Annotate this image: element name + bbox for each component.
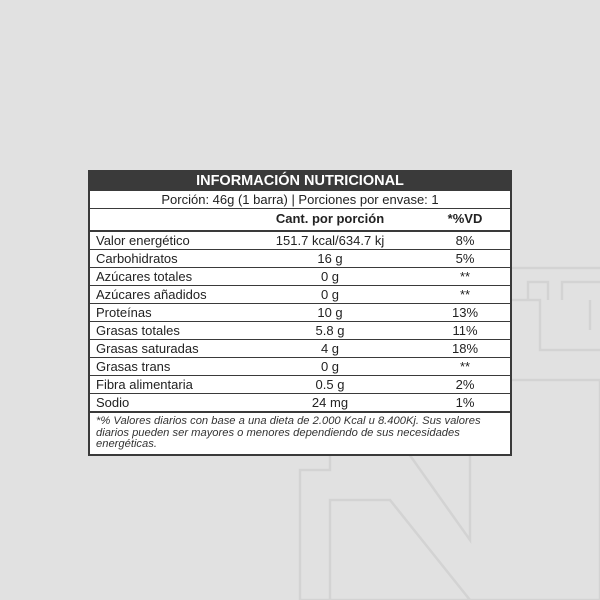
table-row	[90, 376, 510, 394]
nutrient-name: Grasas totales	[96, 323, 180, 338]
serving-info: Porción: 46g (1 barra) | Porciones por envase: 1	[90, 191, 510, 209]
table-header	[90, 209, 510, 232]
nutrient-name: Grasas trans	[96, 359, 171, 374]
nutrient-amount: 0.5 g	[315, 377, 345, 392]
nutrient-dv: 18%	[451, 341, 479, 356]
nutrient-amount: 4 g	[320, 341, 340, 356]
nutrient-amount: 24 mg	[311, 395, 349, 410]
table-row	[90, 322, 510, 340]
table-row	[90, 250, 510, 268]
nutrient-amount: 151.7 kcal/634.7 kj	[275, 233, 385, 248]
nutrient-dv: **	[459, 287, 471, 302]
nutrient-name: Valor energético	[96, 233, 190, 248]
table-row	[90, 268, 510, 286]
nutrient-dv: 5%	[455, 251, 475, 266]
nutrient-amount: 0 g	[320, 269, 340, 284]
nutrient-amount: 10 g	[317, 305, 343, 320]
nutrient-name: Carbohidratos	[96, 251, 178, 266]
nutrient-dv: **	[459, 359, 471, 374]
nutrient-name: Proteínas	[96, 305, 152, 320]
nutrient-dv: 11%	[452, 323, 478, 338]
table-row	[90, 286, 510, 304]
table-row	[90, 340, 510, 358]
nutrient-dv: 1%	[455, 395, 475, 410]
header-name-cell	[90, 209, 240, 230]
nutrient-name: Fibra alimentaria	[96, 377, 193, 392]
table-row	[90, 304, 510, 322]
nutrient-name: Azúcares añadidos	[96, 287, 207, 302]
table-row	[90, 358, 510, 376]
nutrient-name: Azúcares totales	[96, 269, 193, 284]
table-row	[90, 394, 510, 413]
nutrient-name: Sodio	[96, 395, 130, 410]
nutrition-label	[88, 170, 512, 456]
nutrient-amount: 0 g	[320, 359, 340, 374]
nutrient-dv: 13%	[451, 305, 479, 320]
table-row	[90, 232, 510, 250]
header-dv: *%VD	[447, 211, 483, 226]
nutrient-amount: 16 g	[317, 251, 343, 266]
footnote: *% Valores diarios con base a una dieta de 2.000 Kcal u 8.400Kj. Sus valores diarios pueden ser mayores o menores dependiendo de sus necesidades energéticas.	[96, 415, 481, 450]
nutrient-amount: 5.8 g	[315, 323, 345, 338]
nutrient-dv: **	[459, 269, 471, 284]
label-title: INFORMACIÓN NUTRICIONAL	[90, 172, 510, 191]
nutrient-dv: 2%	[455, 377, 475, 392]
nutrient-dv: 8%	[455, 233, 475, 248]
nutrient-name: Grasas saturadas	[96, 341, 199, 356]
header-amount: Cant. por porción	[275, 211, 385, 226]
nutrient-amount: 0 g	[320, 287, 340, 302]
